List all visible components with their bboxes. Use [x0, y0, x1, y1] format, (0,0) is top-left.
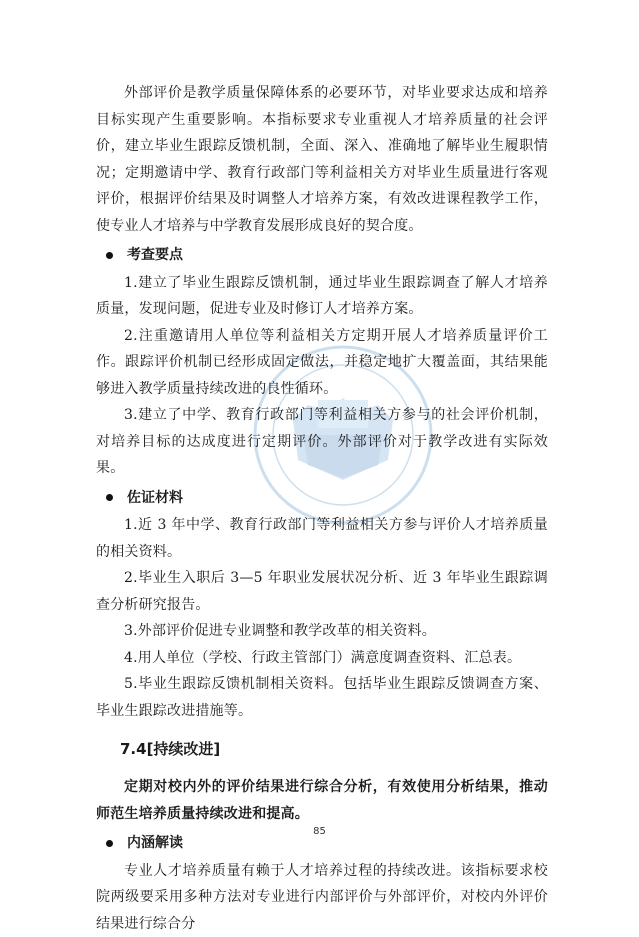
evidence-item: 3.外部评价促进专业调整和教学改革的相关资料。 — [96, 618, 548, 645]
bullet-icon — [106, 252, 113, 259]
section-statement: 定期对校内外的评价结果进行综合分析，有效使用分析结果，推动师范生培养质量持续改进和提高。 — [96, 774, 548, 827]
bullet-icon — [106, 494, 113, 501]
intro-paragraph: 外部评价是教学质量保障体系的必要环节，对毕业要求达成和培养目标实现产生重要影响。本指标要求专业重视人才培养质量的社会评价，建立毕业生跟踪反馈机制，全面、深入、准确地了解毕业生履职情况；定期邀请中学、教育行政部门等利益相关方对毕业生质量进行客观评价，根据评价结果及时调整人才培养方案，有效改进课程教学工作，使专业人才培养与中学教育发展形成良好的契合度。 — [96, 80, 548, 239]
connotation-paragraph: 专业人才培养质量有赖于人才培养过程的持续改进。该指标要求校院两级要采用多种方法对专业进行内部评价与外部评价，对校内外评价结果进行综合分 — [96, 858, 548, 937]
key-point-item: 1.建立了毕业生跟踪反馈机制，通过毕业生跟踪调查了解人才培养质量，发现问题，促进专业及时修订人才培养方案。 — [96, 270, 548, 323]
evidence-item: 5.毕业生跟踪反馈机制相关资料。包括毕业生跟踪反馈调查方案、毕业生跟踪改进措施等。 — [96, 671, 548, 724]
evidence-item: 4.用人单位（学校、行政主管部门）满意度调查资料、汇总表。 — [96, 645, 548, 672]
page-content — [96, 80, 548, 937]
section-title: 7.4[持续改进] — [120, 736, 548, 762]
key-points-heading — [96, 242, 548, 269]
bullet-icon — [106, 840, 113, 847]
evidence-item: 2.毕业生入职后 3—5 年职业发展状况分析、近 3 年毕业生跟踪调查分析研究报告。 — [96, 565, 548, 618]
key-point-item: 2.注重邀请用人单位等利益相关方定期开展人才培养质量评价工作。跟踪评价机制已经形成固定做法，并稳定地扩大覆盖面，其结果能够进入教学质量持续改进的良性循环。 — [96, 323, 548, 403]
key-points-heading-label: 考查要点 — [127, 242, 183, 269]
evidence-item: 1.近 3 年中学、教育行政部门等利益相关方参与评价人才培养质量的相关资料。 — [96, 512, 548, 565]
page-number: 85 — [0, 826, 639, 837]
key-point-item: 3.建立了中学、教育行政部门等利益相关方参与的社会评价机制，对培养目标的达成度进行定期评价。外部评价对于教学改进有实际效果。 — [96, 402, 548, 482]
evidence-heading — [96, 485, 548, 512]
connotation-heading-label: 内涵解读 — [127, 830, 183, 857]
evidence-heading-label: 佐证材料 — [127, 485, 183, 512]
